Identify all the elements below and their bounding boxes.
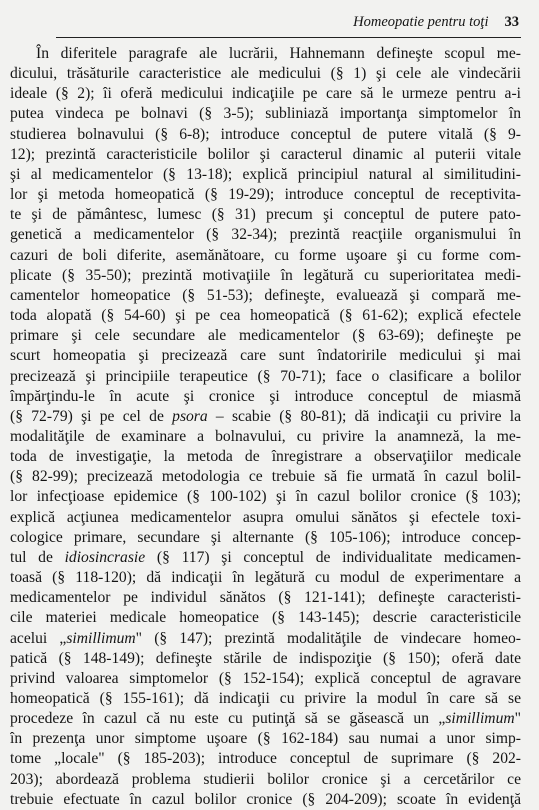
- text-line: primare şi cele secundare ale medicamentelor (§ 63-69); defineşte pe: [10, 327, 521, 345]
- text-line: ideale (§ 2); îi oferă medicului indicaţiile pe care să le urmeze pentru a-i: [10, 85, 521, 103]
- page-number: 33: [504, 14, 519, 30]
- text-line: genetică a medicamentelor (§ 32-34); prezintă reacţiile organismului în: [10, 226, 521, 244]
- page-header: [8, 14, 521, 34]
- text-line: plicate (§ 35-50); prezintă motivaţiile în legătură cu superioritatea medi-: [10, 266, 521, 284]
- text-line: 12); prezintă caracteristicile bolilor şi caracterul dinamic al puterii vitale: [10, 145, 521, 163]
- text-line: scurt homeopatia şi precizează care sunt îndatoririle medicului şi mai: [10, 347, 521, 365]
- text-line: precizează şi principiile terapeutice (§ 70-71); face o clasificare a bolilor: [10, 367, 521, 385]
- text-line: modalităţile de examinare a bolnavului, cu privire la anamneză, la me-: [10, 427, 521, 445]
- text-line: camentelor homeopatice (§ 51-53); defineşte, evaluează şi compară me-: [10, 286, 521, 304]
- text-line: (§ 72-79) şi pe cel de psora – scabie (§ 80-81); dă indicaţii cu privire la: [10, 407, 521, 425]
- text-line: medicamentelor pe individul sănătos (§ 121-141); defineşte caracteristi-: [10, 589, 521, 607]
- text-line: lor şi metoda homeopatică (§ 19-29); introduce conceptul de receptivita-: [10, 186, 521, 204]
- text-line: explică acţiunea medicamentelor asupra omului sănătos şi efectele toxi-: [10, 508, 521, 526]
- text-line: şi al medicamentelor (§ 13-18); explică principiul natural al similitudini-: [10, 165, 521, 183]
- text-line: (§ 82-99); precizează metodologia ce trebuie să fie urmată în cazul bolil-: [10, 468, 521, 486]
- text-line: toasă (§ 118-120); dă indicaţii în legătură cu modul de experimentare a: [10, 569, 521, 587]
- text-line: tul de idiosincrasie (§ 117) şi conceptul de individualitate medicamen-: [10, 548, 521, 566]
- text-line: putea vindeca pe bolnavi (§ 3-5); subliniază importanţa simptomelor în: [10, 105, 521, 123]
- text-line: toda de investigaţie, la metoda de înregistrare a observaţiilor medicale: [10, 448, 521, 466]
- text-line: cile materiei medicale homeopatice (§ 143-145); descrie caracteristicile: [10, 609, 521, 627]
- text-line: homeopatică (§ 155-161); dă indicaţii cu privire la modul în care să se: [10, 690, 521, 707]
- text-line: cologice primare, secundare şi alternante (§ 105-106); introduce concep-: [10, 528, 521, 546]
- text-line: toda alopată (§ 54-60) şi pe cea homeopatică (§ 61-62); explică efectele: [10, 307, 521, 325]
- running-head: Homeopatie pentru toţi: [353, 14, 489, 30]
- text-line: lor infecţioase epidemice (§ 100-102) şi în cazul bolilor cronice (§ 103);: [10, 488, 521, 506]
- text-line: cazuri de boli diferite, asemănătoare, cu forme uşoare şi cu forme com-: [10, 246, 521, 264]
- body-paragraph: [8, 44, 521, 810]
- text-line: tome „locale" (§ 185-203); introduce conceptul de suprimare (§ 202-: [10, 750, 521, 768]
- text-line: dicului, trăsăturile caracteristice ale medicului (§ 1) şi cele ale vindecării: [10, 65, 521, 83]
- header-rule: [56, 37, 521, 38]
- text-line: privind valoarea simptomelor (§ 152-154); explică conceptul de agravare: [10, 669, 521, 687]
- text-line: trebuie efectuate în cazul bolilor cronice (§ 204-209); scoate în evidenţă: [10, 790, 521, 808]
- text-line: în prezenţa unor simptome uşoare (§ 162-184) sau numai a unor simp-: [10, 730, 521, 748]
- text-line: 203); abordează problema studierii bolilor cronice şi a cercetărilor ce: [10, 770, 521, 788]
- text-line: acelui „simillimum" (§ 147); prezintă modalităţile de vindecare homeo-: [10, 629, 521, 647]
- text-line: patică (§ 148-149); defineşte stările de indispoziţie (§ 150); oferă date: [10, 649, 521, 667]
- text-line: te şi de pământesc, lumesc (§ 31) precum şi conceptul de putere pato-: [10, 206, 521, 224]
- text-line: împărţindu-le în acute şi cronice şi introduce conceptul de miasmă: [10, 387, 521, 405]
- text-line: procedeze în cazul că nu este cu putinţă să se găsească un „simillimum": [10, 710, 521, 728]
- text-line: studierea bolnavului (§ 6-8); introduce conceptul de putere vitală (§ 9-: [10, 125, 521, 143]
- text-line: În diferitele paragrafe ale lucrării, Hahnemann defineşte scopul me-: [36, 45, 521, 62]
